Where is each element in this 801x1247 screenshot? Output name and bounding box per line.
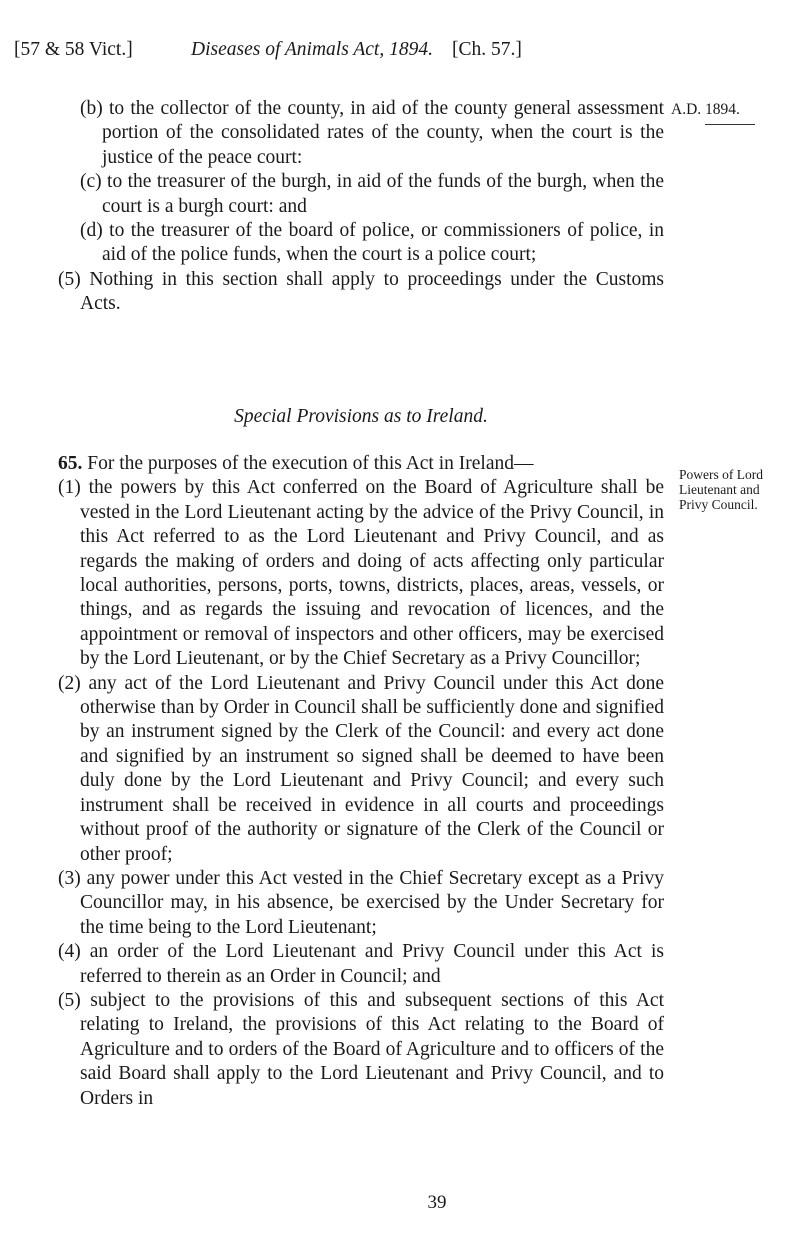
section-intro-text: For the purposes of the execution of this Act in Ireland—: [87, 453, 534, 474]
section-heading: Special Provisions as to Ireland.: [234, 406, 488, 427]
section-intro: [58, 452, 664, 476]
header-regnal-year: [57 & 58 Vict.]: [14, 39, 133, 60]
continued-subsection: [58, 97, 664, 317]
clause-c: (c) to the treasurer of the burgh, in aid of the funds of the burgh, when the court is a burgh court: and: [80, 171, 664, 217]
section-item-3: (3) any power under this Act vested in the Chief Secretary except as a Privy Councillor may, in his absence, be exercised by the Under Secretary for the time being to the Lord Lieutenant;: [58, 867, 664, 938]
page-number: 39: [427, 1192, 447, 1213]
subsection-5: (5) Nothing in this section shall apply to proceedings under the Customs Acts.: [58, 268, 664, 315]
margin-note: Powers of Lord Lieutenant and Privy Council.: [679, 467, 763, 512]
page-number-row: [0, 1192, 801, 1214]
section-65: [58, 452, 664, 1111]
header-chapter: [Ch. 57.]: [452, 39, 522, 60]
clause-b: (b) to the collector of the county, in aid of the county general assessment portion of the consolidated rates of the county, when the court is the justice of the peace court:: [80, 98, 664, 168]
section-number: 65.: [58, 453, 83, 474]
section-item-5: (5) subject to the provisions of this and subsequent sections of this Act relating to Ireland, the provisions of this Act relating to the Board of Agriculture and to orders of the Board of Agriculture and to officers of the said Board shall apply to the Lord Lieutenant and Privy Council, and to Orders in: [58, 989, 664, 1109]
section-item-1: (1) the powers by this Act conferred on the Board of Agriculture shall be vested in the Lord Lieutenant acting by the advice of the Privy Council, in this Act referred to as the Lord Lieutenant and Privy Council, and as regards the making of orders and doing of acts affecting only particular local authorities, persons, ports, towns, districts, places, areas, vessels, or things, and as regards the issuing and revocation of licences, and the appointment or removal of inspectors and other officers, may be exercised by the Lord Lieutenant, or by the Chief Secretary as a Privy Councillor;: [58, 477, 664, 670]
margin-rule: [705, 124, 755, 125]
header-act-title: Diseases of Animals Act, 1894.: [191, 39, 433, 60]
section-item-4: (4) an order of the Lord Lieutenant and Privy Council under this Act is referred to therein as an Order in Council; and: [58, 941, 664, 987]
margin-date: A.D. 1894.: [671, 101, 740, 118]
section-item-2: (2) any act of the Lord Lieutenant and Privy Council under this Act done otherwise than by Order in Council shall be sufficiently done and signified by an instrument signed by the Clerk of the Council: and every act done and signified by an instrument so signed shall be deemed to have been duly done by the Lord Lieutenant and Privy Council; and every such instrument shall be received in evidence in all courts and proceedings without proof of the authority or signature of the Clerk of the Council or other proof;: [58, 672, 664, 865]
clause-d: (d) to the treasurer of the board of police, or commissioners of police, in aid of the police funds, when the court is a police court;: [80, 220, 664, 266]
